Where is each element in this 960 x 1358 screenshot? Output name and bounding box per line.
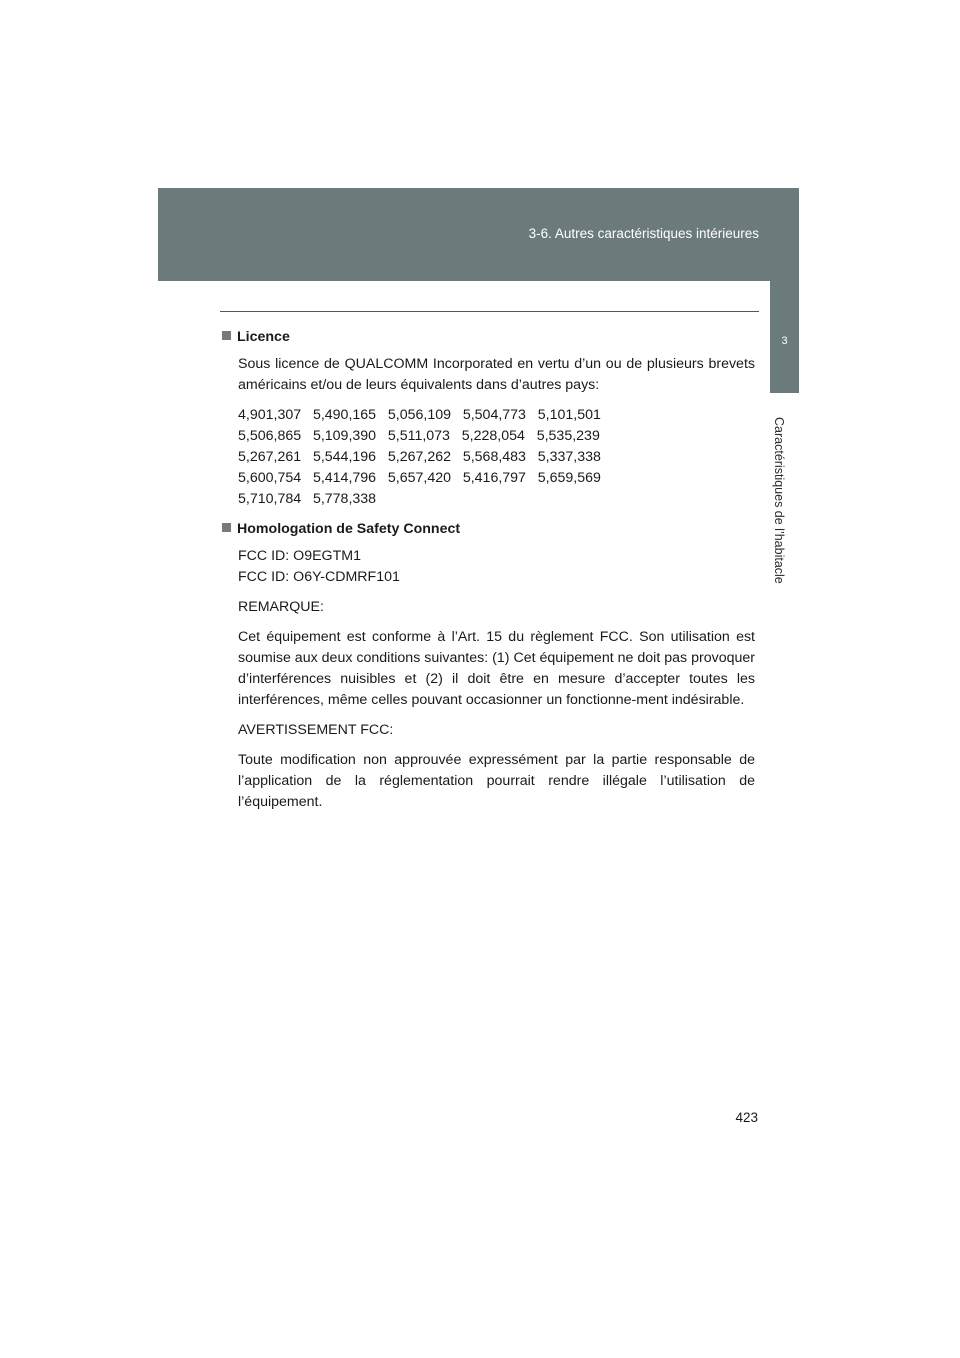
homologation-heading xyxy=(222,519,755,540)
header-band xyxy=(158,188,799,281)
homologation-title: Homologation de Safety Connect xyxy=(237,521,461,537)
fcc-id-list xyxy=(222,546,755,588)
section-divider xyxy=(220,311,759,312)
chapter-label-box xyxy=(770,393,799,844)
page-number: 423 xyxy=(735,1110,758,1125)
fcc-id: FCC ID: O9EGTM1 xyxy=(238,548,361,564)
page-content xyxy=(222,327,755,822)
warning-text: Toute modification non approuvée expressément par la partie responsable de l’application de la réglementation pourrait rendre illégale l’utilisation de l’équipement. xyxy=(238,752,755,810)
chapter-number: 3 xyxy=(770,281,799,393)
remark-label: REMARQUE: xyxy=(238,599,324,615)
licence-intro: Sous licence de QUALCOMM Incorporated en vertu d’un ou de plusieurs brevets américains et/ou de leurs équivalents dans d’autres pays: xyxy=(238,356,755,393)
chapter-label: Caractéristiques de l’habitacle xyxy=(772,417,786,584)
fcc-id: FCC ID: O6Y-CDMRF101 xyxy=(238,569,400,585)
patent-line: 5,267,261 5,544,196 5,267,262 5,568,483 5,337,338 xyxy=(238,449,601,465)
section-title: 3-6. Autres caractéristiques intérieures xyxy=(528,226,759,241)
remark-text: Cet équipement est conforme à l’Art. 15 du règlement FCC. Son utilisation est soumise aux deux conditions suivantes: (1) Cet équipement ne doit pas provoquer d’interférences nuisibles et (2) il doit être en mesure d’accepter toutes les interférences, même celles pouvant occasionner un fonctionne-ment indésirable. xyxy=(238,629,755,708)
patent-list xyxy=(222,405,755,510)
licence-title: Licence xyxy=(237,329,290,345)
patent-line: 5,710,784 5,778,338 xyxy=(238,491,377,507)
square-bullet-icon xyxy=(222,331,231,340)
warning-label: AVERTISSEMENT FCC: xyxy=(238,722,394,738)
square-bullet-icon xyxy=(222,523,231,532)
patent-line: 4,901,307 5,490,165 5,056,109 5,504,773 5,101,501 xyxy=(238,407,601,423)
patent-line: 5,600,754 5,414,796 5,657,420 5,416,797 5,659,569 xyxy=(238,470,601,486)
licence-heading xyxy=(222,327,755,348)
chapter-side-tab xyxy=(770,281,799,844)
patent-line: 5,506,865 5,109,390 5,511,073 5,228,054 5,535,239 xyxy=(238,428,600,444)
